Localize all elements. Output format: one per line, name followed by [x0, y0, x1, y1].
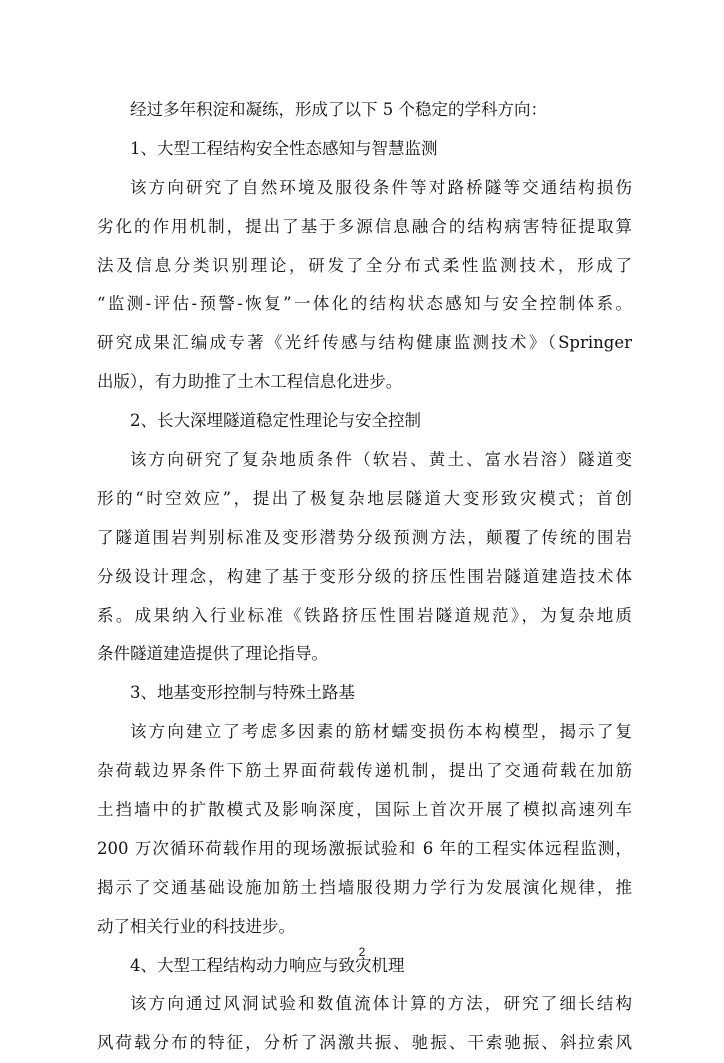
document-body: [97, 91, 632, 1063]
paragraph-3-line-5: 揭示了交通基础设施加筋土挡墙服役期力学行为发展演化规律，推: [97, 877, 632, 897]
section-heading-4: 4、大型工程结构动力响应与致灾机理: [130, 955, 405, 975]
paragraph-1-line-1: 该方向研究了自然环境及服役条件等对路桥隧等交通结构损伤: [130, 177, 632, 197]
section-heading-2: 2、长大深埋隧道稳定性理论与安全控制: [130, 411, 421, 431]
paragraph-2-line-6: 条件隧道建造提供了理论指导。: [97, 644, 328, 664]
section-heading-3: 3、地基变形控制与特殊土路基: [130, 683, 355, 703]
paragraph-3-line-1: 该方向建立了考虑多因素的筋材蠕变损伤本构模型，揭示了复: [130, 722, 632, 742]
paragraph-1-line-3: 法及信息分类识别理论，研发了全分布式柔性监测技术，形成了: [97, 255, 632, 275]
paragraph-4-line-1: 该方向通过风洞试验和数值流体计算的方法，研究了细长结构: [130, 994, 632, 1014]
paragraph-2-line-4: 分级设计理念，构建了基于变形分级的挤压性围岩隧道建造技术体: [97, 566, 632, 586]
paragraph-2-line-5: 系。成果纳入行业标准《铁路挤压性围岩隧道规范》，为复杂地质: [97, 605, 632, 625]
paragraph-2-line-2: 形的“时空效应”，提出了极复杂地层隧道大变形致灾模式；首创: [97, 488, 632, 508]
section-heading-1: 1、大型工程结构安全性态感知与智慧监测: [130, 138, 438, 158]
page-number: 2: [358, 945, 366, 959]
paragraph-1-line-2: 劣化的作用机制，提出了基于多源信息融合的结构病害特征提取算: [97, 216, 632, 236]
paragraph-4-line-2: 风荷载分布的特征，分析了涡激共振、驰振、干索驰振、斜拉索风: [97, 1033, 632, 1053]
intro-line: 经过多年积淀和凝练，形成了以下 5 个稳定的学科方向：: [130, 100, 547, 119]
paragraph-2-line-3: 了隧道围岩判别标准及变形潜势分级预测方法，颠覆了传统的围岩: [97, 527, 632, 547]
paragraph-1-line-4: “监测-评估-预警-恢复”一体化的结构状态感知与安全控制体系。: [97, 294, 632, 314]
paragraph-3-line-3: 土挡墙中的扩散模式及影响深度，国际上首次开展了模拟高速列车: [97, 800, 632, 820]
paragraph-1-line-5: 研究成果汇编成专著《光纤传感与结构健康监测技术》（Springer: [97, 333, 632, 353]
paragraph-1-line-6: 出版），有力助推了土木工程信息化进步。: [97, 372, 403, 392]
paragraph-3-line-4: 200 万次循环荷载作用的现场激振试验和 6 年的工程实体远程监测，: [97, 838, 632, 858]
paragraph-2-line-1: 该方向研究了复杂地质条件（软岩、黄土、富水岩溶）隧道变: [130, 450, 632, 470]
paragraph-3-line-2: 杂荷载边界条件下筋土界面荷载传递机制，提出了交通荷载在加筋: [97, 761, 632, 781]
paragraph-3-line-6: 动了相关行业的科技进步。: [97, 916, 295, 936]
